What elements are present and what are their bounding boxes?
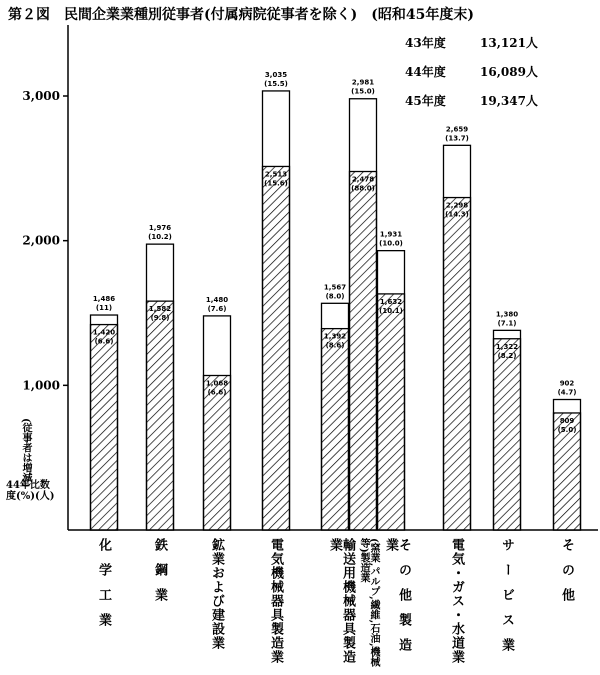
data-label-44-pct: (14.3) — [445, 210, 469, 219]
bar-44 — [91, 325, 118, 530]
legend-year-label: 43年度 — [405, 36, 446, 50]
data-label-44: 1,582 — [148, 305, 172, 314]
category-label: その他製造業 — [383, 538, 411, 663]
data-label-44-pct: (9.8) — [150, 314, 170, 323]
side-label-line: 44年比数 — [6, 480, 50, 491]
data-label-44: 809 — [559, 416, 575, 425]
data-label-45: 3,035 — [264, 70, 288, 79]
category-label: 電気機械器具製造業 — [268, 538, 283, 664]
category-label: (窯業,パルプ,繊維,石油,機械等)製造業 — [358, 538, 379, 667]
data-label-44: 1,068 — [205, 379, 229, 388]
data-label-44-pct: (88.0) — [351, 184, 375, 193]
data-label-45-pct: (13.7) — [445, 134, 469, 143]
category-label: 電気・ガス・水道業 — [449, 538, 464, 664]
data-label-45: 1,976 — [148, 224, 172, 233]
bar-44 — [350, 172, 377, 530]
data-label-45-pct: (7.6) — [207, 304, 227, 313]
data-label-45: 2,659 — [445, 125, 469, 134]
category-label: 鉄鋼業 — [152, 538, 167, 613]
data-label-45-pct: (10.0) — [379, 239, 403, 248]
legend-year-value: 16,089人 — [480, 65, 538, 79]
bar-44 — [494, 339, 521, 530]
data-label-44-pct: (8.6) — [325, 341, 345, 350]
data-label-45: 1,380 — [495, 310, 519, 319]
data-label-45-pct: (15.5) — [264, 79, 288, 88]
data-label-44-pct: (10.1) — [379, 306, 403, 315]
data-label-44: 2,478 — [351, 175, 375, 184]
bar-44 — [204, 375, 231, 530]
legend-year-value: 13,121人 — [480, 36, 538, 50]
data-label-44-pct: (6.6) — [207, 388, 227, 397]
bar-44 — [263, 166, 290, 530]
data-label-44-pct: (6.6) — [94, 337, 114, 346]
bar-44 — [378, 294, 405, 530]
data-label-44: 2,513 — [264, 170, 288, 179]
data-label-45: 2,981 — [351, 78, 375, 87]
data-label-44: 1,392 — [323, 332, 347, 341]
data-label-45: 1,480 — [205, 295, 229, 304]
data-label-44-pct: (15.6) — [264, 179, 288, 188]
legend-year-label: 45年度 — [405, 94, 446, 108]
category-label: その他 — [559, 538, 574, 613]
data-label-45: 1,931 — [379, 230, 403, 239]
data-label-44-pct: (5.0) — [557, 425, 577, 434]
data-label-44-pct: (8.2) — [497, 351, 517, 360]
legend-year-label: 44年度 — [405, 65, 446, 79]
data-label-44: 2,298 — [445, 201, 469, 210]
bar-44 — [444, 198, 471, 530]
y-tick-label: 3,000 — [22, 89, 60, 103]
category-label: 化学工業 — [96, 538, 111, 638]
data-label-45: 1,567 — [323, 283, 347, 292]
data-label-45-pct: (7.1) — [497, 319, 517, 328]
category-label: 鉱業および建設業 — [209, 538, 224, 650]
data-label-44: 1,322 — [495, 342, 519, 351]
data-label-45-pct: (10.2) — [148, 233, 172, 242]
data-label-45-pct: (11) — [95, 304, 113, 313]
category-label: サービス業 — [499, 538, 514, 663]
data-label-45-pct: (15.0) — [351, 87, 375, 96]
side-label-vertical: (従事者は増減) — [20, 418, 31, 488]
data-label-44: 1,420 — [92, 328, 116, 337]
chart-title: 第２図 民間企業業種別従事者(付属病院従事者を除く) (昭和45年度末) — [8, 7, 474, 23]
data-label-44: 1,632 — [379, 297, 403, 306]
data-label-45: 902 — [559, 379, 575, 388]
data-label-45-pct: (8.0) — [325, 292, 345, 301]
data-label-45-pct: (4.7) — [557, 388, 577, 397]
bar-44 — [322, 329, 349, 530]
legend-year-value: 19,347人 — [480, 94, 538, 108]
bar-44 — [147, 301, 174, 530]
y-tick-label: 2,000 — [22, 233, 60, 248]
data-label-45: 1,486 — [92, 295, 116, 304]
category-label: 輸送用機械器具製造業 — [327, 538, 355, 664]
y-tick-label: 1,000 — [22, 378, 60, 393]
side-label-line: 度(%)(人) — [6, 491, 55, 502]
